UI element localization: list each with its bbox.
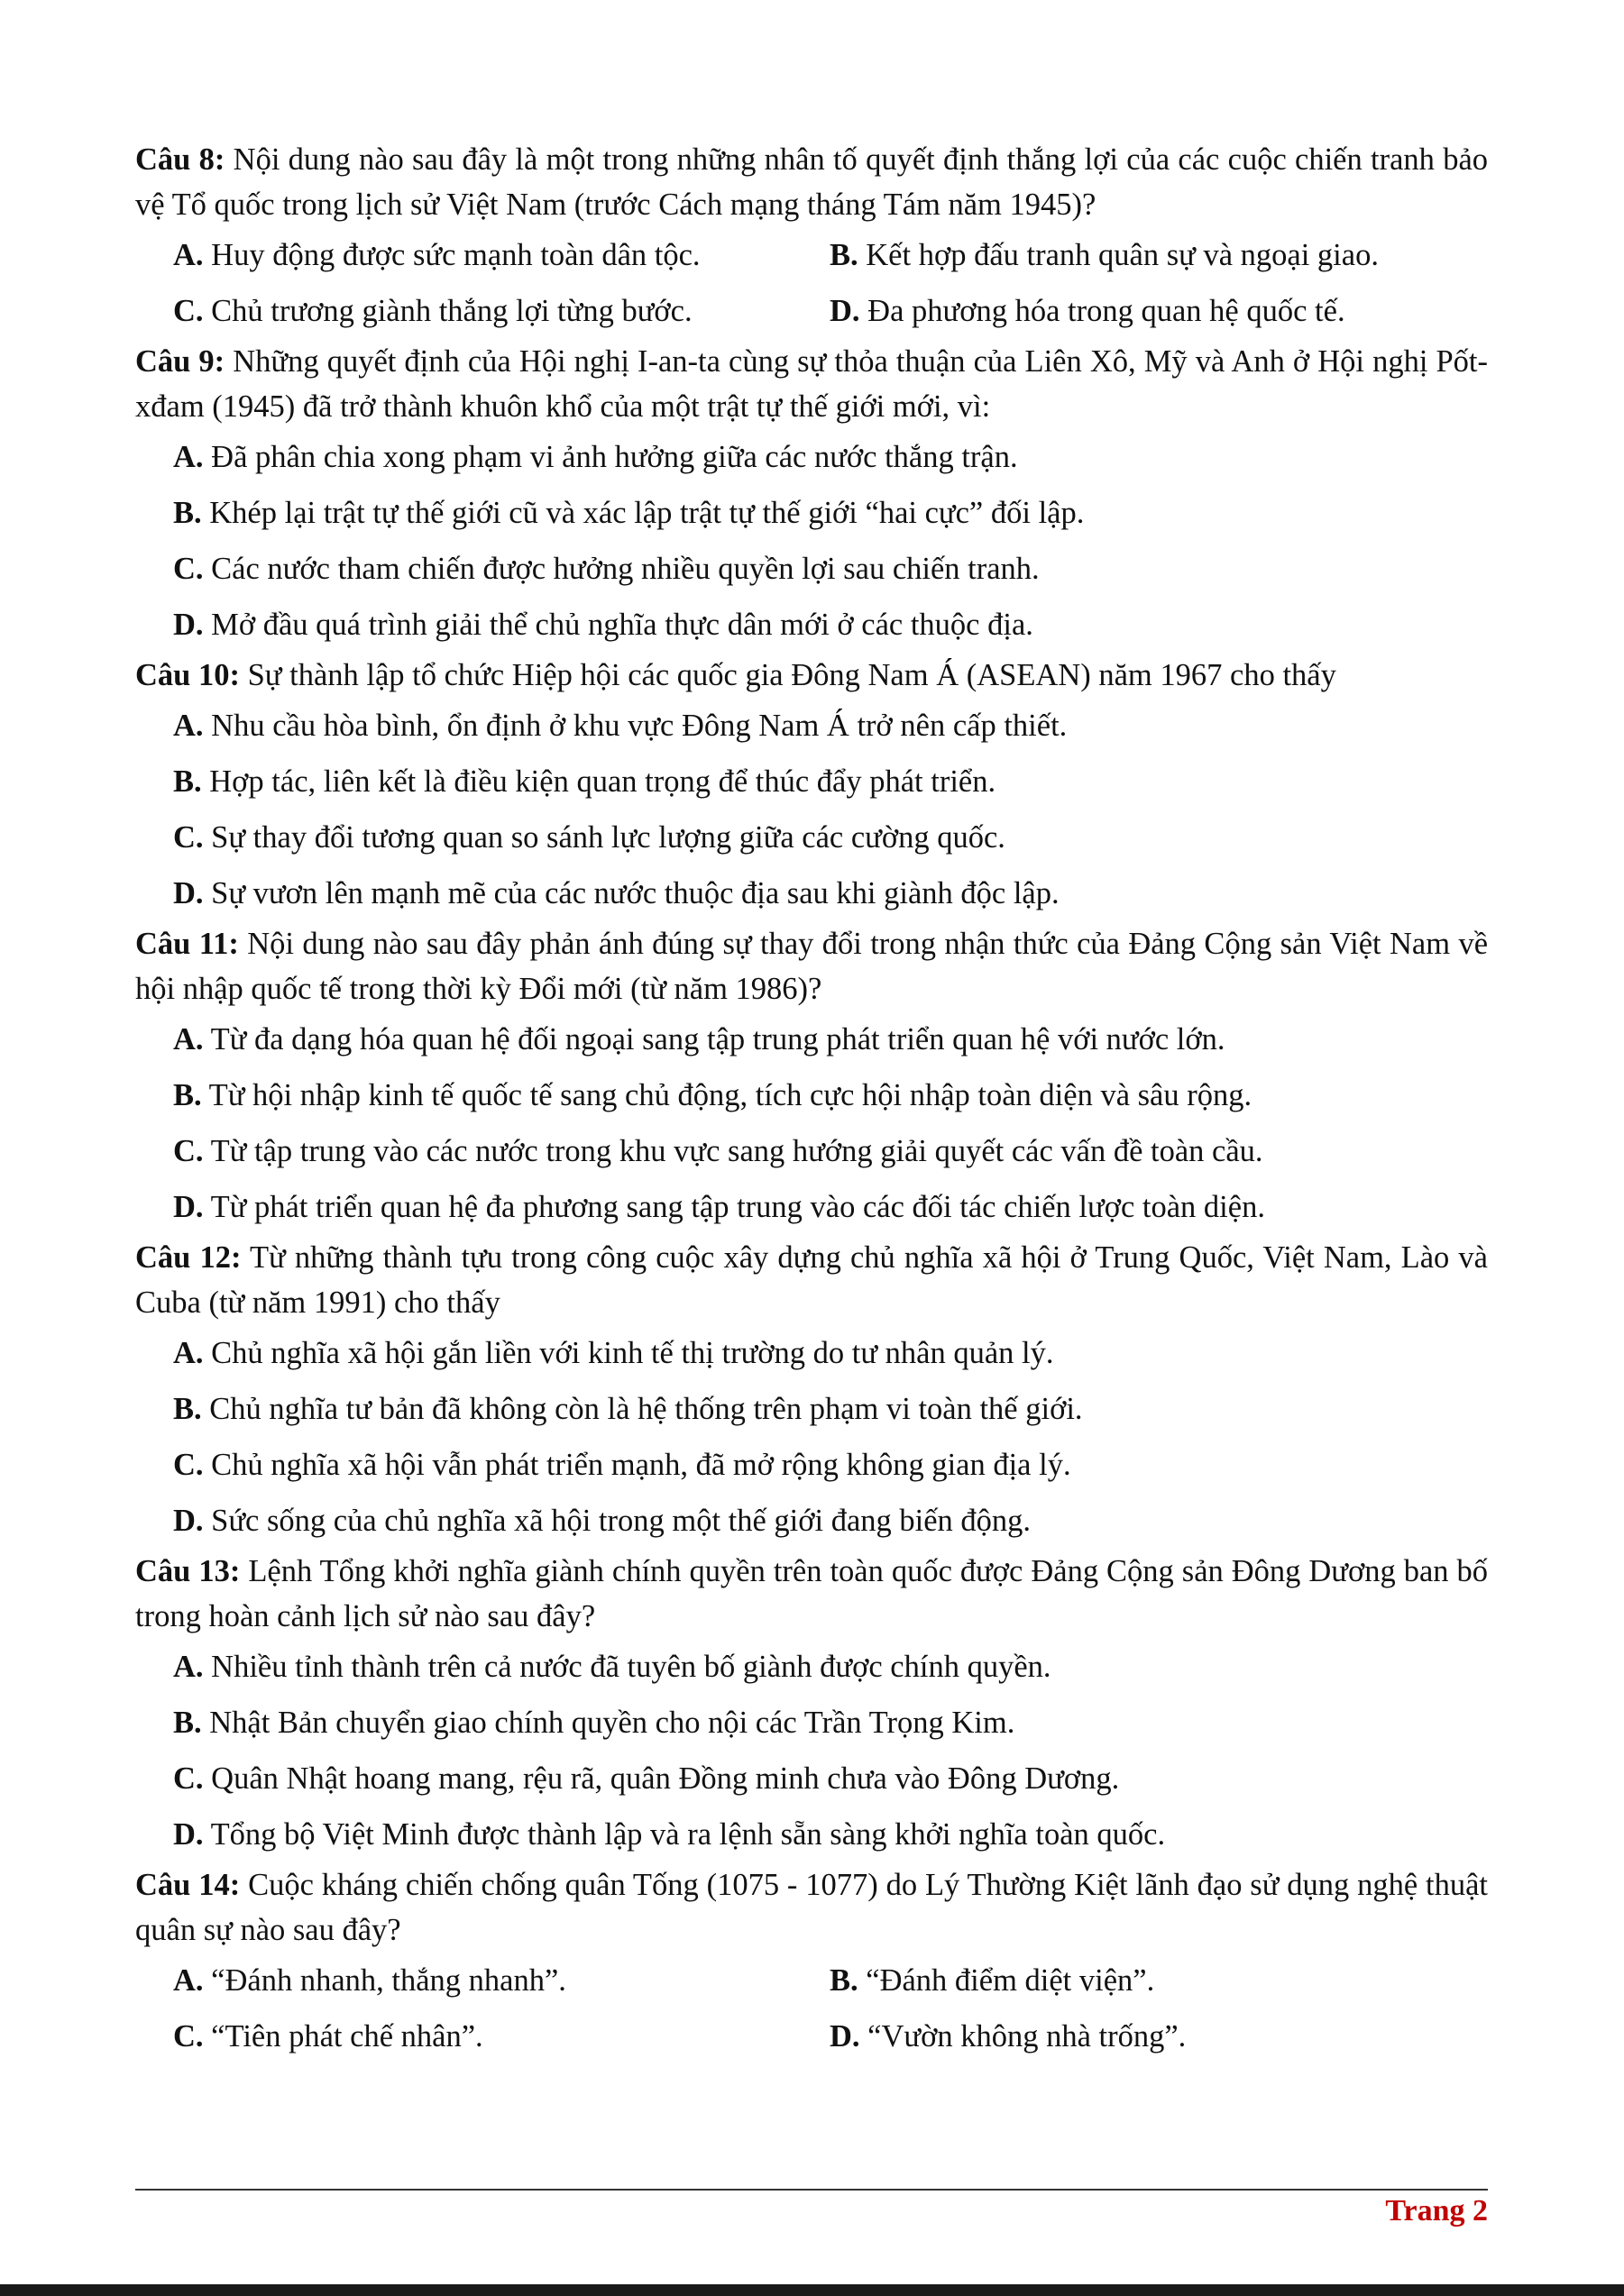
option-letter: A.	[173, 1021, 204, 1057]
answer-option	[173, 1392, 1488, 1427]
option-letter: C.	[173, 293, 204, 328]
option-text: Sự vươn lên mạnh mẽ của các nước thuộc địa sau khi giành độc lập.	[211, 875, 1060, 910]
option-row	[135, 810, 1488, 865]
question-stem	[135, 653, 1488, 698]
option-letter: B.	[173, 764, 202, 799]
question-stem	[135, 1549, 1488, 1639]
question-block	[135, 653, 1488, 921]
page-number: Trang 2	[1385, 2194, 1488, 2227]
question-block	[135, 339, 1488, 653]
answer-option	[173, 1706, 1488, 1741]
answer-option	[173, 1817, 1488, 1852]
answer-option	[173, 876, 1488, 911]
answer-option	[173, 1190, 1488, 1225]
question-number: Câu 8:	[135, 142, 225, 177]
question-text: Lệnh Tổng khởi nghĩa giành chính quyền trên toàn quốc được Đảng Cộng sản Đông Dương ban bố trong hoàn cảnh lịch sử nào sau đây?	[135, 1554, 1489, 1633]
option-letter: D.	[173, 1503, 204, 1538]
question-list	[135, 137, 1488, 2064]
option-text: Đa phương hóa trong quan hệ quốc tế.	[867, 293, 1345, 328]
question-text: Sự thành lập tổ chức Hiệp hội các quốc gia Đông Nam Á (ASEAN) năm 1967 cho thấy	[247, 658, 1336, 692]
option-letter: A.	[173, 237, 204, 272]
option-text: Từ đa dạng hóa quan hệ đối ngoại sang tập trung phát triển quan hệ với nước lớn.	[210, 1021, 1225, 1057]
option-letter: A.	[173, 1649, 204, 1684]
option-letter: D.	[830, 293, 860, 328]
answer-options	[135, 698, 1488, 921]
option-text: Kết hợp đấu tranh quân sự và ngoại giao.	[866, 237, 1379, 272]
question-text: Nội dung nào sau đây phản ánh đúng sự thay đổi trong nhận thức của Đảng Cộng sản Việt Nam về hội nhập quốc tế trong thời kỳ Đổi mới (từ năm 1986)?	[135, 927, 1489, 1006]
option-text: Từ hội nhập kinh tế quốc tế sang chủ động, tích cực hội nhập toàn diện và sâu rộng.	[208, 1077, 1252, 1112]
option-letter: B.	[830, 1962, 858, 1998]
answer-option	[173, 238, 830, 273]
answer-option	[173, 1504, 1488, 1539]
option-letter: C.	[173, 1133, 204, 1168]
answer-options	[135, 429, 1488, 653]
option-row	[135, 1437, 1488, 1493]
option-letter: A.	[173, 439, 204, 474]
option-row	[135, 485, 1488, 541]
option-text: Nhu cầu hòa bình, ổn định ở khu vực Đông Nam Á trở nên cấp thiết.	[211, 708, 1068, 743]
option-row	[135, 1751, 1488, 1807]
question-number: Câu 9:	[135, 344, 225, 379]
option-letter: C.	[173, 2018, 204, 2054]
option-text: Nhiều tỉnh thành trên cả nước đã tuyên bố giành được chính quyền.	[211, 1649, 1051, 1684]
question-stem	[135, 339, 1488, 429]
answer-option	[173, 709, 1488, 744]
answer-options	[135, 1953, 1488, 2064]
answer-option	[173, 1963, 830, 1999]
answer-option	[173, 1448, 1488, 1483]
option-row	[135, 597, 1488, 653]
question-text: Cuộc kháng chiến chống quân Tống (1075 - 1077) do Lý Thường Kiệt lãnh đạo sử dụng nghệ thuật quân sự nào sau đây?	[135, 1868, 1489, 1947]
answer-option	[173, 294, 830, 329]
option-row	[135, 2008, 1488, 2064]
question-block	[135, 1862, 1488, 2064]
option-row	[135, 1493, 1488, 1549]
option-letter: C.	[173, 819, 204, 855]
question-number: Câu 12:	[135, 1240, 242, 1275]
option-letter: C.	[173, 551, 204, 586]
option-text: Đã phân chia xong phạm vi ảnh hưởng giữa các nước thắng trận.	[211, 439, 1018, 474]
answer-option	[173, 2019, 830, 2054]
answer-option	[173, 496, 1488, 531]
option-row	[135, 1639, 1488, 1695]
question-number: Câu 13:	[135, 1554, 241, 1588]
option-letter: B.	[173, 1705, 202, 1740]
answer-option	[173, 608, 1488, 643]
answer-option	[173, 764, 1488, 800]
option-row	[135, 1179, 1488, 1235]
option-row	[135, 283, 1488, 339]
option-letter: B.	[830, 237, 858, 272]
option-letter: D.	[173, 1816, 204, 1852]
option-row	[135, 1953, 1488, 2008]
option-row	[135, 698, 1488, 754]
answer-option	[173, 552, 1488, 587]
option-text: Từ phát triển quan hệ đa phương sang tập trung vào các đối tác chiến lược toàn diện.	[210, 1189, 1265, 1224]
option-letter: A.	[173, 708, 204, 743]
option-text: Quân Nhật hoang mang, rệu rã, quân Đồng minh chưa vào Đông Dương.	[211, 1761, 1120, 1796]
option-letter: D.	[173, 1189, 204, 1224]
answer-option	[830, 294, 1486, 329]
answer-option	[830, 1963, 1486, 1999]
option-text: Mở đầu quá trình giải thể chủ nghĩa thực dân mới ở các thuộc địa.	[211, 607, 1033, 642]
answer-options	[135, 1325, 1488, 1549]
option-row	[135, 1695, 1488, 1751]
answer-option	[173, 1761, 1488, 1797]
question-text: Những quyết định của Hội nghị I-an-ta cùng sự thỏa thuận của Liên Xô, Mỹ và Anh ở Hội nghị Pốt-xđam (1945) đã trở thành khuôn khổ của một trật tự thế giới mới, vì:	[135, 344, 1488, 424]
answer-option	[173, 1650, 1488, 1685]
option-row	[135, 1325, 1488, 1381]
option-row	[135, 1381, 1488, 1437]
answer-option	[173, 1336, 1488, 1371]
question-number: Câu 10:	[135, 658, 240, 692]
option-text: Chủ nghĩa xã hội gắn liền với kinh tế thị trường do tư nhân quản lý.	[211, 1335, 1054, 1370]
option-text: “Tiên phát chế nhân”.	[211, 2018, 483, 2054]
question-block	[135, 137, 1488, 339]
option-row	[135, 1011, 1488, 1067]
option-letter: D.	[830, 2018, 860, 2054]
answer-option	[173, 1134, 1488, 1169]
answer-options	[135, 1639, 1488, 1862]
option-letter: C.	[173, 1447, 204, 1482]
option-text: Từ tập trung vào các nước trong khu vực sang hướng giải quyết các vấn đề toàn cầu.	[210, 1133, 1263, 1168]
option-row	[135, 754, 1488, 810]
option-letter: A.	[173, 1335, 204, 1370]
option-text: “Đánh nhanh, thắng nhanh”.	[211, 1962, 566, 1998]
option-letter: B.	[173, 1391, 202, 1426]
question-block	[135, 1549, 1488, 1862]
option-text: Tổng bộ Việt Minh được thành lập và ra lệnh sẵn sàng khởi nghĩa toàn quốc.	[210, 1816, 1166, 1852]
option-letter: A.	[173, 1962, 204, 1998]
answer-option	[173, 820, 1488, 855]
answer-option	[830, 2019, 1486, 2054]
option-text: Chủ nghĩa tư bản đã không còn là hệ thống trên phạm vi toàn thế giới.	[209, 1391, 1083, 1426]
option-text: Chủ nghĩa xã hội vẫn phát triển mạnh, đã mở rộng không gian địa lý.	[211, 1447, 1071, 1482]
question-stem	[135, 921, 1488, 1011]
bottom-edge-bar	[0, 2284, 1624, 2296]
question-text: Từ những thành tựu trong công cuộc xây dựng chủ nghĩa xã hội ở Trung Quốc, Việt Nam, Lào và Cuba (từ năm 1991) cho thấy	[135, 1240, 1488, 1320]
option-letter: D.	[173, 607, 204, 642]
option-row	[135, 1807, 1488, 1862]
option-letter: C.	[173, 1761, 204, 1796]
option-text: Sức sống của chủ nghĩa xã hội trong một thế giới đang biến động.	[211, 1503, 1032, 1538]
option-row	[135, 429, 1488, 485]
option-letter: D.	[173, 875, 204, 910]
option-text: Khép lại trật tự thế giới cũ và xác lập trật tự thế giới “hai cực” đối lập.	[209, 495, 1085, 530]
option-text: Các nước tham chiến được hưởng nhiều quyền lợi sau chiến tranh.	[211, 551, 1040, 586]
option-text: Huy động được sức mạnh toàn dân tộc.	[211, 237, 701, 272]
answer-option	[173, 1022, 1488, 1057]
question-stem	[135, 1235, 1488, 1325]
option-letter: B.	[173, 495, 202, 530]
option-text: “Đánh điểm diệt viện”.	[866, 1962, 1155, 1998]
footer-divider	[135, 2189, 1488, 2191]
question-number: Câu 14:	[135, 1868, 241, 1902]
option-text: Hợp tác, liên kết là điều kiện quan trọng để thúc đẩy phát triển.	[209, 764, 996, 799]
question-block	[135, 921, 1488, 1235]
answer-options	[135, 1011, 1488, 1235]
answer-option	[173, 440, 1488, 475]
option-text: “Vườn không nhà trống”.	[867, 2018, 1187, 2054]
option-row	[135, 1067, 1488, 1123]
option-text: Chủ trương giành thắng lợi từng bước.	[211, 293, 693, 328]
question-number: Câu 11:	[135, 927, 239, 961]
option-row	[135, 541, 1488, 597]
answer-option	[173, 1078, 1488, 1113]
answer-options	[135, 227, 1488, 339]
option-row	[135, 865, 1488, 921]
option-letter: B.	[173, 1077, 202, 1112]
option-row	[135, 227, 1488, 283]
question-stem	[135, 137, 1488, 227]
question-stem	[135, 1862, 1488, 1953]
question-text: Nội dung nào sau đây là một trong những nhân tố quyết định thắng lợi của các cuộc chiến tranh bảo vệ Tổ quốc trong lịch sử Việt Nam (trước Cách mạng tháng Tám năm 1945)?	[135, 142, 1489, 222]
option-row	[135, 1123, 1488, 1179]
option-text: Nhật Bản chuyển giao chính quyền cho nội các Trần Trọng Kim.	[209, 1705, 1015, 1740]
answer-option	[830, 238, 1486, 273]
question-block	[135, 1235, 1488, 1549]
option-text: Sự thay đổi tương quan so sánh lực lượng giữa các cường quốc.	[211, 819, 1005, 855]
